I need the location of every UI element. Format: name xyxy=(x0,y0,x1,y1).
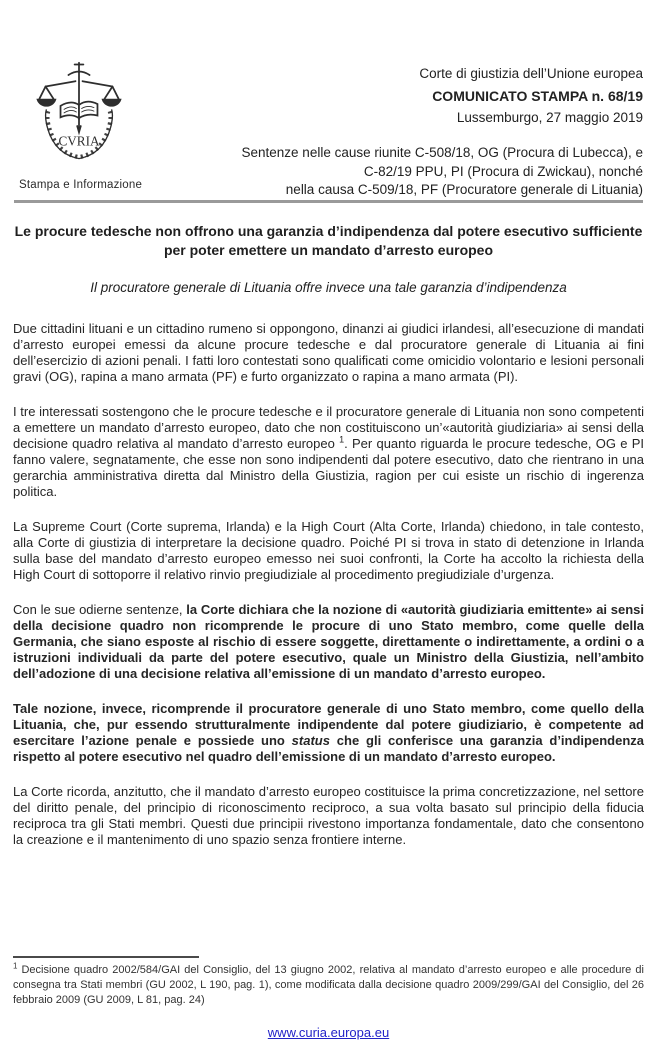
press-release-number: COMUNICATO STAMPA n. 68/19 xyxy=(432,88,643,104)
cvria-logo xyxy=(35,60,123,164)
footnote-marker: 1 xyxy=(13,961,18,971)
paragraph: La Corte ricorda, anzitutto, che il mandato d’arresto europeo costituisce la prima concretizzazione, nel settore del diritto penale, del principio di riconoscimento reciproco, a sua volta basato sul principio della fiducia reciproca tra gli Stati membri. Questi due principii rivestono importanza fondamentale, dato che consentono la creazione e il mantenimento di uno spazio senza frontiere interne. xyxy=(13,784,644,847)
page-title: Le procure tedesche non offrono una garanzia d’indipendenza dal potere esecutivo sufficiente per poter emettere un mandato d’arresto europeo xyxy=(14,223,643,258)
paragraph: Tale nozione, invece, ricomprende il procuratore generale di uno Stato membro, come quello della Lituania, che, pur essendo strutturalmente indipendente dal potere giudiziario, è competente ad esercitare l’azione penale e possiede uno status che gli conferisce una garanzia d’indipendenza rispetto al potere esecutivo nel quadro dell’emissione di un mandato d’arresto europeo. xyxy=(13,701,644,764)
header-divider xyxy=(14,200,643,203)
case-reference-line-2: C-82/19 PPU, PI (Procura di Zwickau), nonché xyxy=(363,163,643,179)
footnote-section xyxy=(13,956,644,1008)
paragraph: I tre interessati sostengono che le procure tedesche e il procuratore generale di Lituania non sono competenti a emettere un mandato d’arresto europeo, dato che non costituiscono un’«autorità giudiziaria» ai sensi della decisione quadro relativa al mandato d’arresto europeo $^1$. Per quanto riguarda le procure tedesche, OG e PI fanno valere, segnatamente, che esse non sono indipendenti dal potere esecutivo, dato che rientrano in una gerarchia amministrativa diretta dal Ministro della Giustizia, ragion per cui esiste un rischio di ingerenza politica. xyxy=(13,404,644,499)
document-body xyxy=(13,222,644,867)
case-reference xyxy=(173,144,643,200)
scales-of-justice-icon xyxy=(35,60,123,164)
court-name-line: Corte di giustizia dell’Unione europea xyxy=(419,66,643,81)
press-office-caption: Stampa e Informazione xyxy=(19,179,143,191)
footnote-text: Decisione quadro 2002/584/GAI del Consiglio, del 13 giugno 2002, relativa al mandato d’arresto europeo e alle procedure di consegna tra Stati membri (GU 2002, L 190, pag. 1), come modificata dalla decisione quadro 2009/299/GAI del Consiglio, del 26 febbraio 2009 (GU 2009, L 81, pag. 24) xyxy=(13,964,644,1006)
body-paragraphs xyxy=(13,321,644,848)
footer xyxy=(0,1025,657,1040)
dateline: Lussemburgo, 27 maggio 2019 xyxy=(456,110,643,125)
masthead-right xyxy=(419,63,643,129)
curia-website-link[interactable]: www.curia.europa.eu xyxy=(267,1025,390,1040)
case-reference-line-1: Sentenze nelle cause riunite C-508/18, OG (Procura di Lubecca), e xyxy=(241,145,643,160)
paragraph: La Supreme Court (Corte suprema, Irlanda) e la High Court (Alta Corte, Irlanda) chiedono, in tale contesto, alla Corte di giustizia di interpretare la decisione quadro. Poiché PI si trova in stato di detenzione in Irlanda sulla base del mandato d’arresto europeo emesso nei suoi confronti, la Corte ha accolto la richiesta della High Court di sottoporre il relativo rinvio pregiudiziale al procedimento pregiudiziale d’urgenza. xyxy=(13,519,644,582)
paragraph: Due cittadini lituani e un cittadino rumeno si oppongono, dinanzi ai giudici irlandesi, all’esecuzione di mandati d’arresto europei emessi da alcune procure tedesche e dal procuratore generale di Lituania ai fini dell’esercizio di azioni penali. I fatti loro contestati sono qualificati come omicidio volontario e lesioni personali gravi (OG), rapina a mano armata (PF) e furto organizzato o rapina a mano armata (PI). xyxy=(13,321,644,384)
subtitle: Il procuratore generale di Lituania offre invece una tale garanzia d’indipendenza xyxy=(90,280,567,295)
footnote xyxy=(13,963,644,1008)
case-reference-line-3: nella causa C-509/18, PF (Procuratore generale di Lituania) xyxy=(285,182,643,197)
paragraph: Con le sue odierne sentenze, la Corte dichiara che la nozione di «autorità giudiziaria emittente» ai sensi della decisione quadro non ricomprende le procure di uno Stato membro, come quelle della Germania, che siano esposte al rischio di essere soggette, direttamente o indirettamente, a ordini o a istruzioni individuali da parte del potere esecutivo, quale un Ministro della Giustizia, nell’ambito dell’adozione di una decisione relativa all’emissione di un mandato d’arresto europeo. xyxy=(13,602,644,681)
logo-wordmark: CVRIA xyxy=(58,133,100,149)
footnote-divider xyxy=(13,956,199,958)
